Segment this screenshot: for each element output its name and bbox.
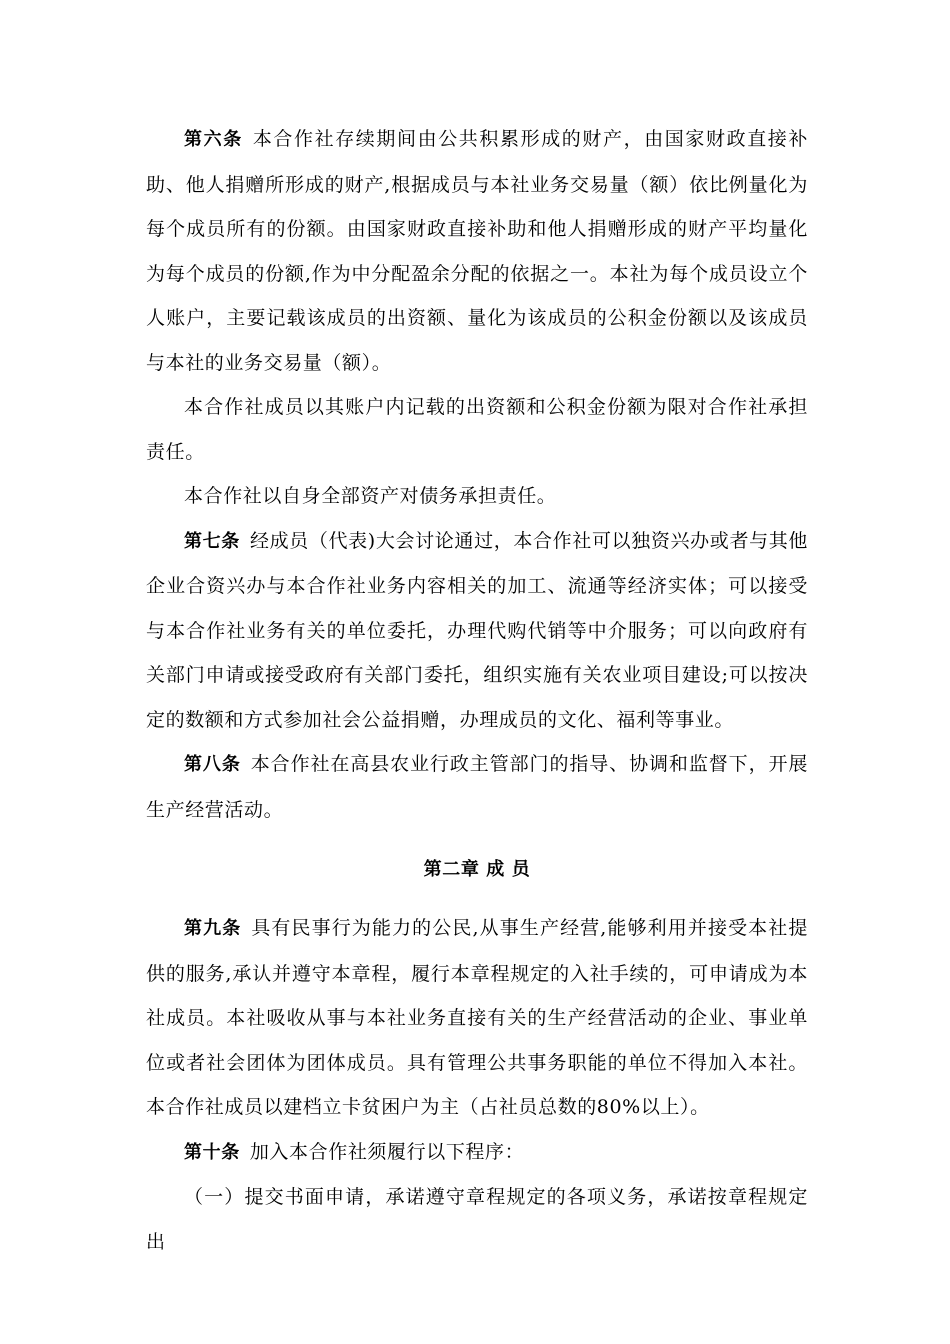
article-10 [146,1130,808,1176]
article-8-heading: 第八条 [184,754,241,775]
article-6 [146,117,808,385]
document-body [146,117,808,1264]
article-9-text: 具有民事行为能力的公民,从事生产经营,能够利用并接受本社提供的服务,承认并遵守本章程，履行本章程规定的入社手续的，可申请成为本社成员。本社吸收从事与本社业务直接有关的生产经营活动的企业、事业单位或者社会团体为团体成员。具有管理公共事务职能的单位不得加入本社。本合作社成员以建档立卡贫困户为主（占社员总数的80%以上）。 [146,917,808,1118]
article-7-heading: 第七条 [184,530,240,552]
article-8 [146,742,808,832]
article-6-paragraph-2: 本合作社成员以其账户内记载的出资额和公积金份额为限对合作社承担责任。 [146,396,808,463]
article-7-text: 经成员（代表)大会讨论通过，本合作社可以独资兴办或者与其他企业合资兴办与本合作社业务内容相关的加工、流通等经济实体；可以接受与本合作社业务有关的单位委托，办理代购代销等中介服务；可以向政府有关部门申请或接受政府有关部门委托，组织实施有关农业项目建设;可以按决定的数额和方式参加社会公益捐赠，办理成员的文化、福利等事业。 [146,529,808,731]
article-10-heading: 第十条 [184,1141,240,1163]
article-9-heading: 第九条 [184,918,242,939]
article-6-text: 本合作社存续期间由公共积累形成的财产，由国家财政直接补助、他人捐赠所形成的财产,根据成员与本社业务交易量（额）依比例量化为每个成员所有的份额。由国家财政直接补助和他人捐赠形成的财产平均量化为每个成员的份额,作为中分配盈余分配的依据之一。本社为每个成员设立个人账户，主要记载该成员的出资额、量化为该成员的公积金份额以及该成员与本社的业务交易量（额）。 [146,128,808,374]
article-10-item-1: （一）提交书面申请，承诺遵守章程规定的各项义务，承诺按章程规定出 [146,1186,808,1253]
article-6-paragraph-3: 本合作社以自身全部资产对债务承担责任。 [184,485,557,507]
article-7 [146,519,808,743]
article-6-heading: 第六条 [184,129,243,150]
article-8-text: 本合作社在高县农业行政主管部门的指导、协调和监督下，开展生产经营活动。 [146,753,808,821]
chapter-2-title: 第二章 成 员 [423,859,531,880]
article-9 [146,906,808,1130]
article-10-text: 加入本合作社须履行以下程序： [249,1140,525,1163]
